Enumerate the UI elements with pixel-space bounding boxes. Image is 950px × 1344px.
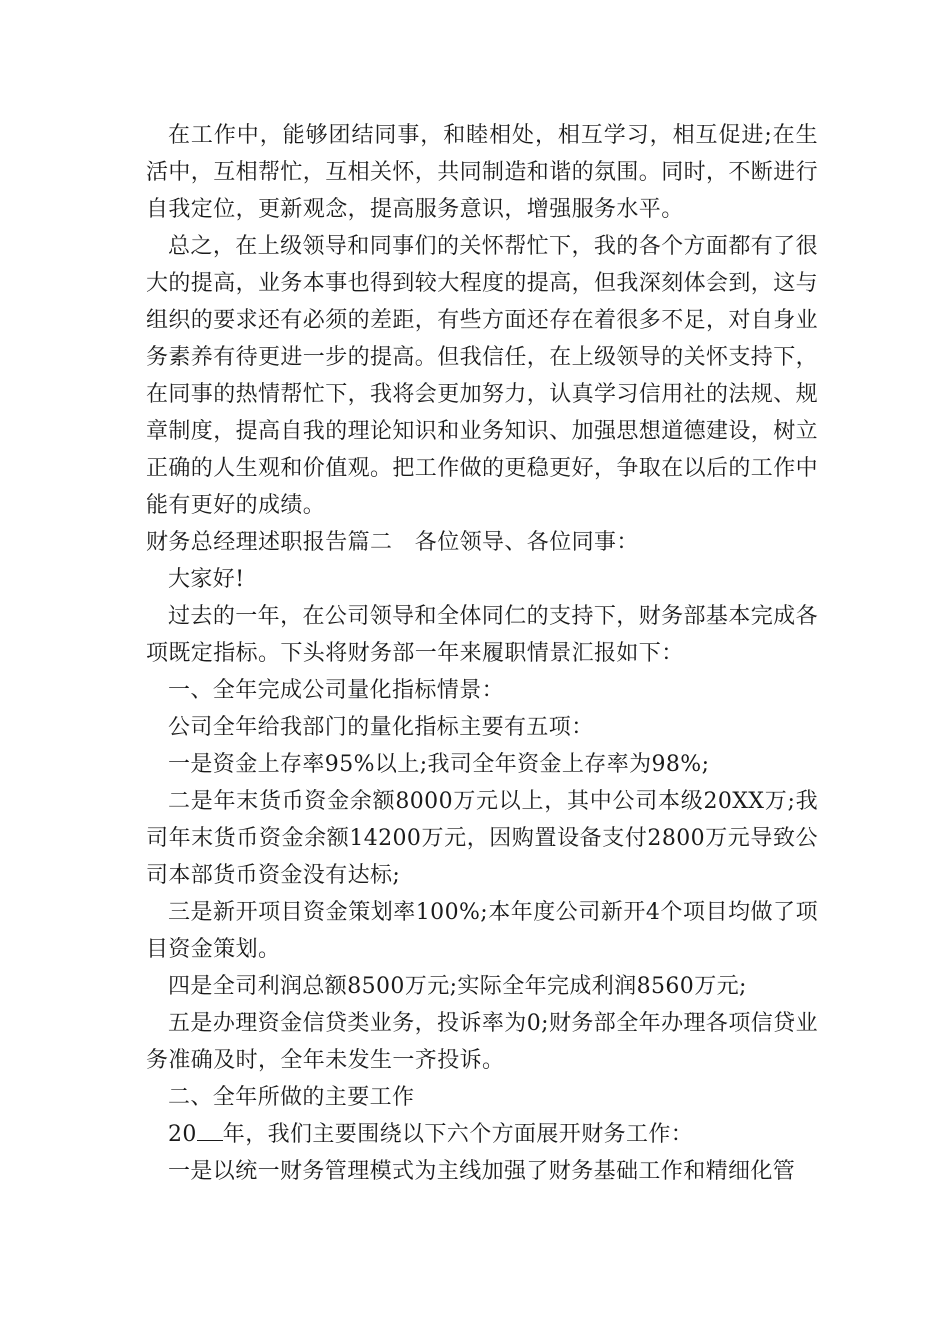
paragraph-year-focus [146, 1116, 818, 1153]
document-body [146, 117, 818, 1190]
indicator-item-1: 一是资金上存率95%以上;我司全年资金上存率为98%; [168, 752, 710, 777]
year-focus-text: 年，我们主要围绕以下六个方面展开财务工作： [222, 1122, 694, 1147]
section-heading-2: 二、全年所做的主要工作 [168, 1085, 415, 1110]
indicator-item-2: 二是年末货币资金余额8000万元以上，其中公司本级20XX万;我司年末货币资金余额14200万元，因购置设备支付2800万元导致公司本部货币资金没有达标; [146, 789, 818, 888]
section-heading-1: 一、全年完成公司量化指标情景： [168, 678, 505, 703]
work-item-1: 一是以统一财务管理模式为主线加强了财务基础工作和精细化管 [168, 1159, 796, 1184]
year-prefix: 20 [168, 1122, 197, 1147]
report-title-heading: 财务总经理述职报告篇二 各位领导、各位同事： [146, 530, 639, 555]
paragraph-intro: 过去的一年，在公司领导和全体同仁的支持下，财务部基本完成各项既定指标。下头将财务部一年来履职情景汇报如下： [146, 604, 818, 666]
indicator-item-3: 三是新开项目资金策划率100%;本年度公司新开4个项目均做了项目资金策划。 [146, 900, 818, 962]
indicator-item-4: 四是全司利润总额8500万元;实际全年完成利润8560万元; [168, 974, 747, 999]
paragraph-indicators-intro: 公司全年给我部门的量化指标主要有五项： [168, 715, 594, 740]
greeting: 大家好! [168, 567, 245, 592]
year-blank [197, 1118, 223, 1141]
indicator-item-5: 五是办理资金信贷类业务，投诉率为0;财务部全年办理各项信贷业务准确及时，全年未发生一齐投诉。 [146, 1011, 818, 1073]
paragraph-teamwork: 在工作中，能够团结同事，和睦相处，相互学习，相互促进;在生活中，互相帮忙，互相关怀，共同制造和谐的氛围。同时，不断进行自我定位，更新观念，提高服务意识，增强服务水平。 [146, 123, 819, 222]
paragraph-summary: 总之，在上级领导和同事们的关怀帮忙下，我的各个方面都有了很大的提高，业务本事也得到较大程度的提高，但我深刻体会到，这与组织的要求还有必须的差距，有些方面还存在着很多不足，对自身业务素养有待更进一步的提高。但我信任，在上级领导的关怀支持下，在同事的热情帮忙下，我将会更加努力，认真学习信用社的法规、规章制度，提高自我的理论知识和业务知识、加强思想道德建设，树立正确的人生观和价值观。把工作做的更稳更好，争取在以后的工作中能有更好的成绩。 [146, 234, 819, 518]
